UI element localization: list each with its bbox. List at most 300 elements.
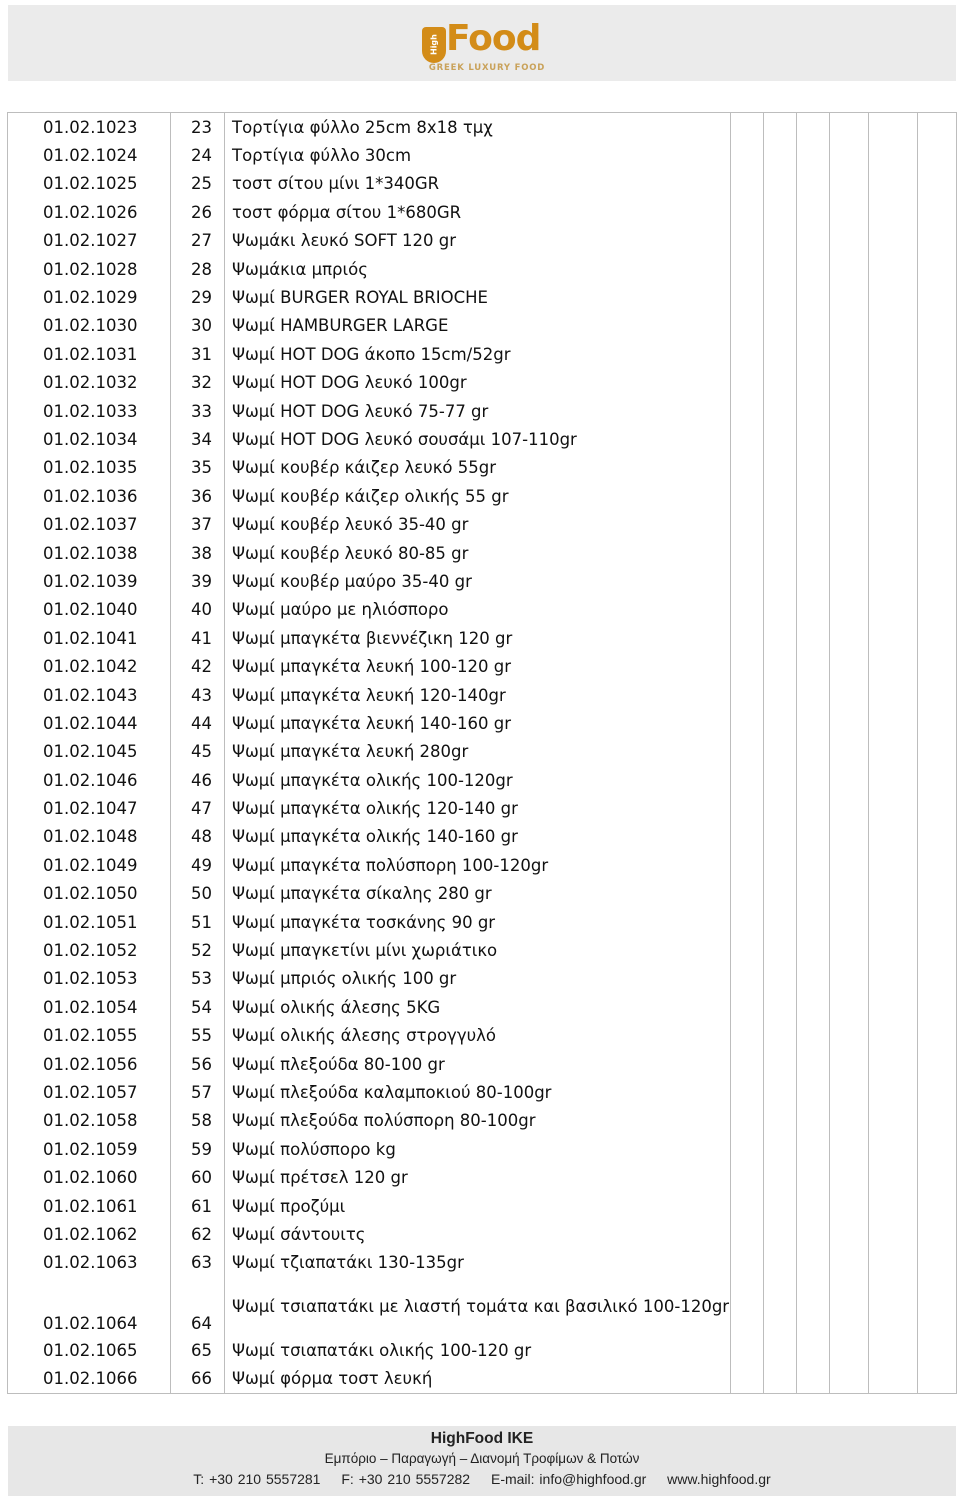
item-number: 35 xyxy=(171,454,225,482)
table-row xyxy=(8,1277,957,1336)
empty-cell xyxy=(797,794,830,822)
empty-cell xyxy=(731,1220,764,1248)
item-description: Ψωμί φόρμα τοστ λευκή xyxy=(225,1364,731,1393)
empty-cell xyxy=(918,823,957,851)
item-description: Ψωμί πλεξούδα πολύσπορη 80-100gr xyxy=(225,1107,731,1135)
table-row xyxy=(8,425,957,453)
table-row xyxy=(8,965,957,993)
empty-cell xyxy=(764,794,797,822)
empty-cell xyxy=(830,823,869,851)
empty-cell xyxy=(830,425,869,453)
highfood-logo xyxy=(422,17,552,75)
empty-cell xyxy=(918,340,957,368)
empty-cell xyxy=(797,596,830,624)
empty-cell xyxy=(764,510,797,538)
empty-cell xyxy=(918,908,957,936)
footer-fax: F: +30 210 5557282 xyxy=(341,1471,471,1487)
empty-cell xyxy=(869,1107,918,1135)
item-description: Ψωμί μπαγκέτα βιεννέζικη 120 gr xyxy=(225,624,731,652)
empty-cell xyxy=(797,624,830,652)
table-row xyxy=(8,681,957,709)
table-row xyxy=(8,227,957,255)
empty-cell xyxy=(797,652,830,680)
item-code: 01.02.1044 xyxy=(8,709,171,737)
empty-cell xyxy=(797,1277,830,1336)
table-row xyxy=(8,624,957,652)
item-description: Ψωμί ολικής άλεσης 5KG xyxy=(225,993,731,1021)
item-code: 01.02.1052 xyxy=(8,936,171,964)
item-code: 01.02.1045 xyxy=(8,738,171,766)
empty-cell xyxy=(869,425,918,453)
empty-cell xyxy=(830,113,869,142)
item-number: 46 xyxy=(171,766,225,794)
empty-cell xyxy=(764,397,797,425)
empty-cell xyxy=(869,227,918,255)
product-table xyxy=(7,112,957,1394)
table-row xyxy=(8,1107,957,1135)
item-description: Ψωμί μαύρο με ηλιόσπορο xyxy=(225,596,731,624)
empty-cell xyxy=(797,340,830,368)
empty-cell xyxy=(731,851,764,879)
page-footer xyxy=(8,1426,956,1496)
item-code: 01.02.1063 xyxy=(8,1249,171,1277)
page-header xyxy=(8,5,956,81)
empty-cell xyxy=(918,624,957,652)
item-number: 43 xyxy=(171,681,225,709)
table-row xyxy=(8,198,957,226)
item-description: Ψωμί κουβέρ μαύρο 35-40 gr xyxy=(225,567,731,595)
empty-cell xyxy=(764,965,797,993)
table-row xyxy=(8,113,957,142)
empty-cell xyxy=(797,312,830,340)
empty-cell xyxy=(731,1163,764,1191)
empty-cell xyxy=(731,567,764,595)
empty-cell xyxy=(731,1022,764,1050)
empty-cell xyxy=(918,652,957,680)
table-row xyxy=(8,823,957,851)
item-code: 01.02.1035 xyxy=(8,454,171,482)
empty-cell xyxy=(869,1022,918,1050)
empty-cell xyxy=(731,596,764,624)
empty-cell xyxy=(918,312,957,340)
empty-cell xyxy=(830,255,869,283)
empty-cell xyxy=(764,170,797,198)
item-description: Ψωμάκι λευκό SOFT 120 gr xyxy=(225,227,731,255)
empty-cell xyxy=(830,1249,869,1277)
item-description: Ψωμί μπαγκέτα πολύσπορη 100-120gr xyxy=(225,851,731,879)
item-number: 45 xyxy=(171,738,225,766)
empty-cell xyxy=(764,596,797,624)
empty-cell xyxy=(731,340,764,368)
empty-cell xyxy=(764,1364,797,1393)
item-code: 01.02.1025 xyxy=(8,170,171,198)
item-description: Ψωμί μπαγκέτα σίκαλης 280 gr xyxy=(225,880,731,908)
item-code: 01.02.1062 xyxy=(8,1220,171,1248)
product-table-wrapper xyxy=(7,112,956,1389)
item-code: 01.02.1039 xyxy=(8,567,171,595)
footer-subtitle: Εμπόριο – Παραγωγή – Διανομή Τροφίμων & Ποτών xyxy=(324,1451,640,1466)
empty-cell xyxy=(918,738,957,766)
item-description: Ψωμί πλεξούδα καλαμποκιού 80-100gr xyxy=(225,1078,731,1106)
item-description: Τορτίγια φύλλο 30cm xyxy=(225,141,731,169)
empty-cell xyxy=(830,738,869,766)
item-description: Ψωμί μπαγκέτα λευκή 140-160 gr xyxy=(225,709,731,737)
logo-wordmark: Food xyxy=(446,18,541,59)
item-number: 23 xyxy=(171,113,225,142)
item-number: 58 xyxy=(171,1107,225,1135)
empty-cell xyxy=(797,397,830,425)
empty-cell xyxy=(764,1163,797,1191)
empty-cell xyxy=(869,823,918,851)
empty-cell xyxy=(918,397,957,425)
empty-cell xyxy=(764,283,797,311)
table-row xyxy=(8,709,957,737)
item-code: 01.02.1050 xyxy=(8,880,171,908)
empty-cell xyxy=(918,567,957,595)
item-code: 01.02.1054 xyxy=(8,993,171,1021)
empty-cell xyxy=(731,482,764,510)
empty-cell xyxy=(830,880,869,908)
empty-cell xyxy=(830,227,869,255)
item-code: 01.02.1049 xyxy=(8,851,171,879)
empty-cell xyxy=(918,851,957,879)
empty-cell xyxy=(731,1078,764,1106)
item-number: 40 xyxy=(171,596,225,624)
empty-cell xyxy=(830,198,869,226)
empty-cell xyxy=(797,369,830,397)
item-description: Ψωμί μπαγκέτα λευκή 280gr xyxy=(225,738,731,766)
empty-cell xyxy=(764,255,797,283)
table-row xyxy=(8,794,957,822)
empty-cell xyxy=(797,425,830,453)
empty-cell xyxy=(764,340,797,368)
table-row xyxy=(8,255,957,283)
empty-cell xyxy=(918,681,957,709)
empty-cell xyxy=(830,369,869,397)
empty-cell xyxy=(830,312,869,340)
empty-cell xyxy=(731,539,764,567)
empty-cell xyxy=(869,596,918,624)
empty-cell xyxy=(830,1022,869,1050)
table-row xyxy=(8,1249,957,1277)
item-description: Ψωμί κουβέρ λευκό 80-85 gr xyxy=(225,539,731,567)
empty-cell xyxy=(764,738,797,766)
footer-email[interactable]: E-mail: info@highfood.gr xyxy=(490,1471,647,1487)
empty-cell xyxy=(830,283,869,311)
table-row xyxy=(8,880,957,908)
empty-cell xyxy=(830,766,869,794)
empty-cell xyxy=(830,141,869,169)
empty-cell xyxy=(869,965,918,993)
empty-cell xyxy=(869,397,918,425)
item-number: 61 xyxy=(171,1192,225,1220)
empty-cell xyxy=(797,170,830,198)
table-row xyxy=(8,312,957,340)
empty-cell xyxy=(830,454,869,482)
table-row xyxy=(8,454,957,482)
item-description: Ψωμί προζύμι xyxy=(225,1192,731,1220)
empty-cell xyxy=(869,993,918,1021)
empty-cell xyxy=(918,425,957,453)
empty-cell xyxy=(830,908,869,936)
item-description: Ψωμί σάντουιτς xyxy=(225,1220,731,1248)
item-description: Ψωμί HAMBURGER LARGE xyxy=(225,312,731,340)
empty-cell xyxy=(830,1107,869,1135)
item-description: Ψωμί μπαγκέτα τοσκάνης 90 gr xyxy=(225,908,731,936)
empty-cell xyxy=(830,652,869,680)
empty-cell xyxy=(731,965,764,993)
table-row xyxy=(8,1022,957,1050)
empty-cell xyxy=(797,255,830,283)
item-number: 28 xyxy=(171,255,225,283)
empty-cell xyxy=(797,1192,830,1220)
empty-cell xyxy=(797,510,830,538)
empty-cell xyxy=(797,936,830,964)
empty-cell xyxy=(918,1078,957,1106)
empty-cell xyxy=(869,1249,918,1277)
empty-cell xyxy=(797,993,830,1021)
table-row xyxy=(8,1135,957,1163)
item-code: 01.02.1053 xyxy=(8,965,171,993)
empty-cell xyxy=(918,1107,957,1135)
empty-cell xyxy=(731,283,764,311)
empty-cell xyxy=(869,113,918,142)
item-description: Ψωμί μπαγκέτα ολικής 120-140 gr xyxy=(225,794,731,822)
empty-cell xyxy=(869,255,918,283)
item-code: 01.02.1038 xyxy=(8,539,171,567)
empty-cell xyxy=(869,170,918,198)
empty-cell xyxy=(869,1078,918,1106)
table-row xyxy=(8,283,957,311)
empty-cell xyxy=(731,624,764,652)
empty-cell xyxy=(731,369,764,397)
empty-cell xyxy=(731,198,764,226)
empty-cell xyxy=(731,141,764,169)
empty-cell xyxy=(869,851,918,879)
table-row xyxy=(8,539,957,567)
empty-cell xyxy=(869,1277,918,1336)
empty-cell xyxy=(918,255,957,283)
item-number: 24 xyxy=(171,141,225,169)
empty-cell xyxy=(869,482,918,510)
empty-cell xyxy=(764,908,797,936)
empty-cell xyxy=(918,113,957,142)
item-description: Ψωμί πολύσπορο kg xyxy=(225,1135,731,1163)
empty-cell xyxy=(764,1249,797,1277)
empty-cell xyxy=(797,738,830,766)
item-code: 01.02.1066 xyxy=(8,1364,171,1393)
item-number: 65 xyxy=(171,1336,225,1364)
item-number: 30 xyxy=(171,312,225,340)
empty-cell xyxy=(731,652,764,680)
empty-cell xyxy=(830,397,869,425)
item-number: 51 xyxy=(171,908,225,936)
empty-cell xyxy=(918,510,957,538)
footer-website[interactable]: www.highfood.gr xyxy=(667,1471,771,1487)
item-number: 39 xyxy=(171,567,225,595)
empty-cell xyxy=(869,340,918,368)
item-number: 56 xyxy=(171,1050,225,1078)
empty-cell xyxy=(869,198,918,226)
item-description: Ψωμί πρέτσελ 120 gr xyxy=(225,1163,731,1191)
item-number: 55 xyxy=(171,1022,225,1050)
empty-cell xyxy=(764,1220,797,1248)
item-code: 01.02.1040 xyxy=(8,596,171,624)
empty-cell xyxy=(731,1107,764,1135)
empty-cell xyxy=(764,1135,797,1163)
table-row xyxy=(8,1364,957,1393)
empty-cell xyxy=(918,993,957,1021)
empty-cell xyxy=(764,539,797,567)
empty-cell xyxy=(797,227,830,255)
item-code: 01.02.1034 xyxy=(8,425,171,453)
item-description: τοστ σίτου μίνι 1*340GR xyxy=(225,170,731,198)
empty-cell xyxy=(764,823,797,851)
item-description: Ψωμί μπαγκέτα λευκή 100-120 gr xyxy=(225,652,731,680)
item-description: Ψωμί HOT DOG άκοπο 15cm/52gr xyxy=(225,340,731,368)
empty-cell xyxy=(869,510,918,538)
empty-cell xyxy=(764,1107,797,1135)
empty-cell xyxy=(764,198,797,226)
item-description: Ψωμί κουβέρ κάιζερ λευκό 55gr xyxy=(225,454,731,482)
empty-cell xyxy=(731,1364,764,1393)
empty-cell xyxy=(869,369,918,397)
item-code: 01.02.1046 xyxy=(8,766,171,794)
empty-cell xyxy=(830,567,869,595)
empty-cell xyxy=(797,681,830,709)
item-number: 29 xyxy=(171,283,225,311)
item-code: 01.02.1028 xyxy=(8,255,171,283)
empty-cell xyxy=(869,283,918,311)
empty-cell xyxy=(830,340,869,368)
empty-cell xyxy=(797,454,830,482)
item-number: 42 xyxy=(171,652,225,680)
empty-cell xyxy=(764,227,797,255)
empty-cell xyxy=(797,1107,830,1135)
empty-cell xyxy=(918,1050,957,1078)
empty-cell xyxy=(869,1163,918,1191)
item-number: 44 xyxy=(171,709,225,737)
item-code: 01.02.1058 xyxy=(8,1107,171,1135)
item-number: 34 xyxy=(171,425,225,453)
item-description: Ψωμί BURGER ROYAL BRIOCHE xyxy=(225,283,731,311)
item-number: 27 xyxy=(171,227,225,255)
empty-cell xyxy=(918,709,957,737)
empty-cell xyxy=(764,482,797,510)
item-code: 01.02.1051 xyxy=(8,908,171,936)
empty-cell xyxy=(869,567,918,595)
item-number: 33 xyxy=(171,397,225,425)
empty-cell xyxy=(764,425,797,453)
empty-cell xyxy=(918,1192,957,1220)
empty-cell xyxy=(869,624,918,652)
empty-cell xyxy=(797,908,830,936)
item-description: Ψωμί μπαγκέτα ολικής 100-120gr xyxy=(225,766,731,794)
empty-cell xyxy=(869,1220,918,1248)
item-description: Ψωμί μπαγκετίνι μίνι χωριάτικο xyxy=(225,936,731,964)
empty-cell xyxy=(830,794,869,822)
empty-cell xyxy=(731,681,764,709)
item-number: 54 xyxy=(171,993,225,1021)
empty-cell xyxy=(764,369,797,397)
empty-cell xyxy=(731,993,764,1021)
empty-cell xyxy=(731,425,764,453)
empty-cell xyxy=(918,1364,957,1393)
item-description: Ψωμάκια μπριός xyxy=(225,255,731,283)
empty-cell xyxy=(830,709,869,737)
empty-cell xyxy=(830,681,869,709)
logo-badge: High xyxy=(422,27,446,63)
empty-cell xyxy=(918,170,957,198)
table-row xyxy=(8,851,957,879)
item-code: 01.02.1037 xyxy=(8,510,171,538)
item-code: 01.02.1031 xyxy=(8,340,171,368)
empty-cell xyxy=(830,170,869,198)
empty-cell xyxy=(869,936,918,964)
table-row xyxy=(8,369,957,397)
item-code: 01.02.1024 xyxy=(8,141,171,169)
item-code: 01.02.1033 xyxy=(8,397,171,425)
item-description: Ψωμί κουβέρ κάιζερ ολικής 55 gr xyxy=(225,482,731,510)
item-description: Ψωμί HOT DOG λευκό 75-77 gr xyxy=(225,397,731,425)
table-row xyxy=(8,596,957,624)
footer-phone: T: +30 210 5557281 xyxy=(193,1471,321,1487)
empty-cell xyxy=(918,539,957,567)
empty-cell xyxy=(918,1135,957,1163)
empty-cell xyxy=(731,1277,764,1336)
footer-company: HighFood IKE xyxy=(430,1430,534,1447)
empty-cell xyxy=(797,766,830,794)
empty-cell xyxy=(918,482,957,510)
empty-cell xyxy=(830,596,869,624)
empty-cell xyxy=(731,170,764,198)
empty-cell xyxy=(830,1050,869,1078)
table-row xyxy=(8,936,957,964)
empty-cell xyxy=(731,454,764,482)
empty-cell xyxy=(869,652,918,680)
item-code: 01.02.1056 xyxy=(8,1050,171,1078)
item-code: 01.02.1064 xyxy=(8,1277,171,1336)
empty-cell xyxy=(764,113,797,142)
empty-cell xyxy=(830,1163,869,1191)
table-row xyxy=(8,993,957,1021)
item-code: 01.02.1065 xyxy=(8,1336,171,1364)
empty-cell xyxy=(797,1336,830,1364)
logo-tagline: GREEK LUXURY FOOD xyxy=(428,63,546,73)
empty-cell xyxy=(918,965,957,993)
table-row xyxy=(8,1163,957,1191)
item-description: Ψωμί τζιαπατάκι 130-135gr xyxy=(225,1249,731,1277)
table-row xyxy=(8,1078,957,1106)
empty-cell xyxy=(869,738,918,766)
empty-cell xyxy=(918,1277,957,1336)
item-number: 49 xyxy=(171,851,225,879)
empty-cell xyxy=(797,539,830,567)
table-row xyxy=(8,1050,957,1078)
empty-cell xyxy=(797,880,830,908)
item-number: 57 xyxy=(171,1078,225,1106)
empty-cell xyxy=(918,1163,957,1191)
empty-cell xyxy=(830,482,869,510)
empty-cell xyxy=(830,1192,869,1220)
empty-cell xyxy=(869,141,918,169)
table-row xyxy=(8,340,957,368)
empty-cell xyxy=(731,1050,764,1078)
item-description: Ψωμί τσιαπατάκι ολικής 100-120 gr xyxy=(225,1336,731,1364)
empty-cell xyxy=(869,1050,918,1078)
empty-cell xyxy=(918,766,957,794)
empty-cell xyxy=(731,312,764,340)
